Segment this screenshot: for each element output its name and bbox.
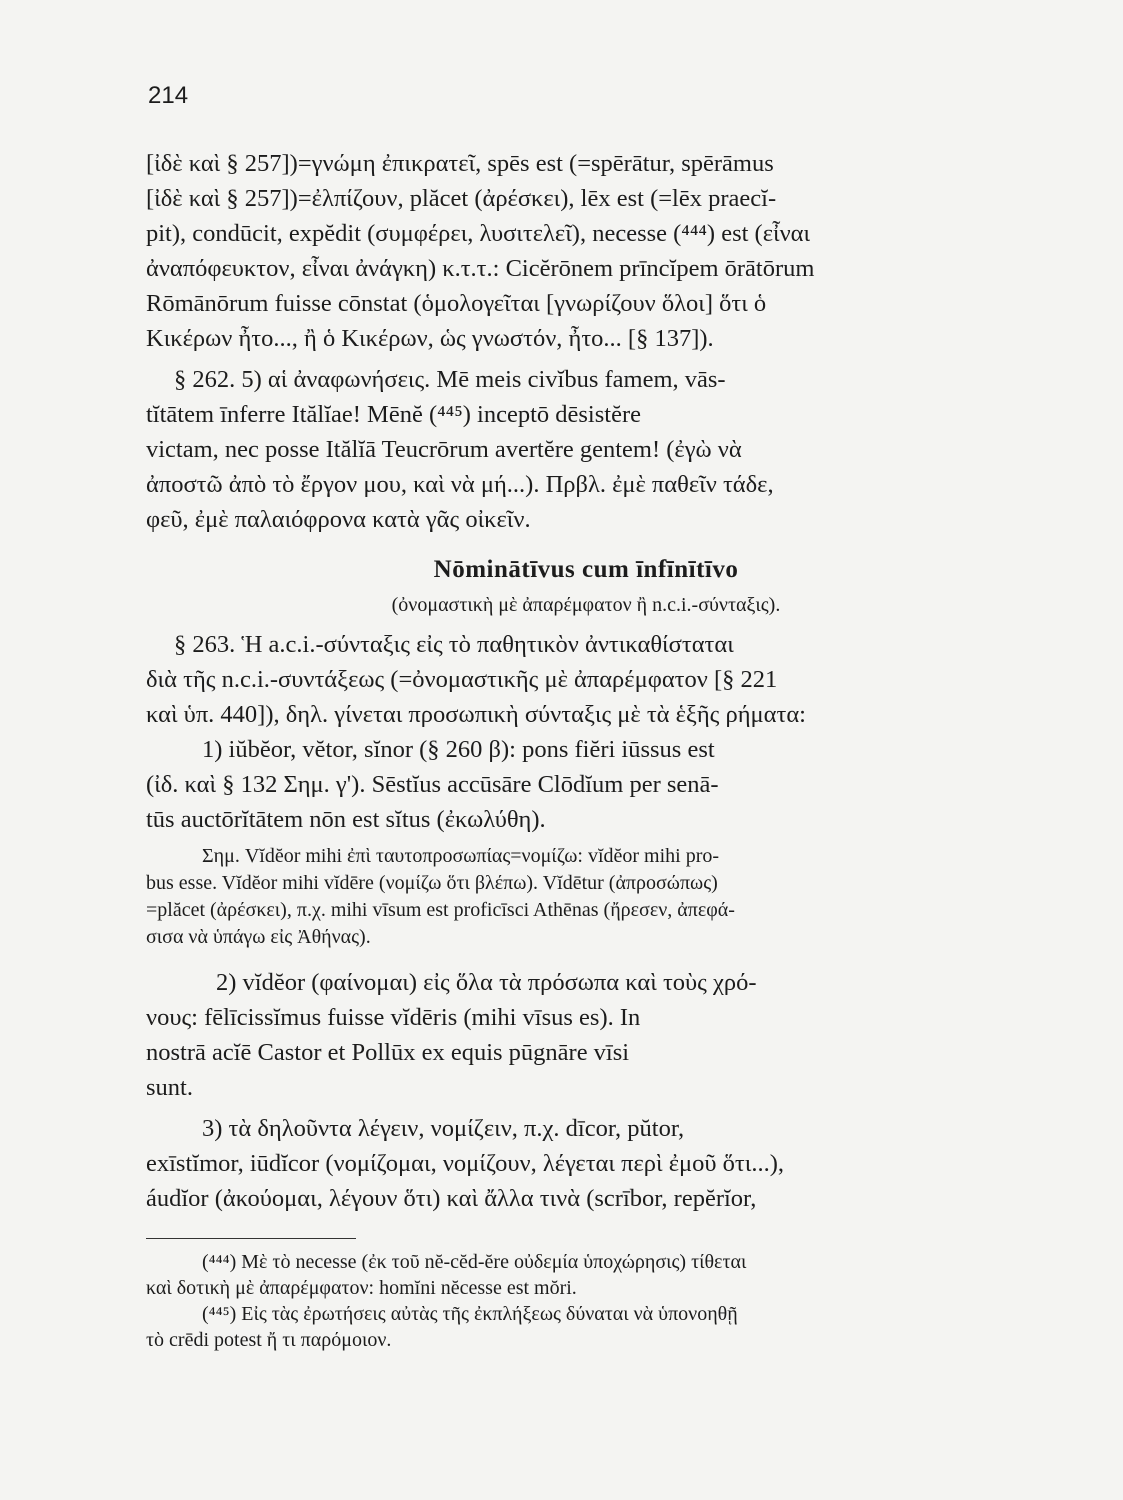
text-line: καὶ ὑπ. 440]), δηλ. γίνεται προσωπικὴ σύνταξις μὲ τὰ ἑξῆς ρήματα:	[146, 701, 806, 728]
section-subheading: (ὀνομαστικὴ μὲ ἀπαρέμφατον ἢ n.c.i.-σύνταξις).	[391, 594, 781, 616]
footnotes	[146, 1249, 1026, 1353]
text-line: nostrā acĭē Castor et Pollūx ex equis pūgnāre vīsi	[146, 1039, 630, 1066]
note-block	[146, 843, 1026, 951]
footnote-divider	[146, 1238, 356, 1239]
text-line: tĭtātem īnferre Itălĭae! Mēnĕ (⁴⁴⁵) inceptō dēsistĕre	[146, 401, 641, 428]
text-line: victam, nec posse Itălĭā Teucrōrum avertĕre gentem! (ἐγὼ νὰ	[146, 436, 742, 463]
text-line: bus esse. Vĭdĕor mihi vĭdēre (νομίζω ὅτι βλέπω). Vĭdētur (ἀπροσώπως)	[146, 872, 718, 894]
text-line: 3) τὰ δηλοῦντα λέγειν, νομίζειν, π.χ. dīcor, pŭtor,	[202, 1115, 685, 1142]
footnote-line: (⁴⁴⁴) Μὲ τὸ necesse (ἐκ τοῦ nĕ-cĕd-ĕre οὐδεμία ὑποχώρησις) τίθεται	[202, 1251, 747, 1273]
text-body	[146, 146, 1026, 1353]
section-heading: Nōminātīvus cum īnfīnītīvo	[433, 556, 739, 583]
text-line: pit), condūcit, expĕdit (συμφέρει, λυσιτελεῖ), necesse (⁴⁴⁴) est (εἶναι	[146, 220, 811, 247]
paragraph-3	[146, 1111, 1026, 1216]
text-line: Κικέρων ἦτο..., ἢ ὁ Κικέρων, ὡς γνωστόν, ἦτο... [§ 137]).	[146, 325, 714, 352]
text-line: ἀναπόφευκτον, εἶναι ἀνάγκη) κ.τ.τ.: Cicĕrōnem prīncĭpem ōrātōrum	[146, 255, 815, 282]
footnote-line: (⁴⁴⁵) Εἰς τὰς ἐρωτήσεις αὐτὰς τῆς ἐκπλήξεως δύναται νὰ ὑπονοηθῇ	[202, 1303, 738, 1325]
text-line: 2) vĭdĕor (φαίνομαι) εἰς ὅλα τὰ πρόσωπα καὶ τοὺς χρό-	[216, 969, 757, 996]
paragraph-1	[146, 146, 1026, 356]
text-line: ἀποστῶ ἀπὸ τὸ ἔργον μου, καὶ νὰ μή...). Πρβλ. ἐμὲ παθεῖν τάδε,	[146, 471, 774, 498]
text-line: [ἰδὲ καὶ § 257])=γνώμη ἐπικρατεῖ, spēs est (=spērātur, spērāmus	[146, 150, 774, 177]
text-line: (ἰδ. καὶ § 132 Σημ. γ'). Sēstĭus accūsāre Clōdĭum per senā-	[146, 771, 719, 798]
text-line: [ἰδὲ καὶ § 257])=ἐλπίζουν, plăcet (ἀρέσκει), lēx est (=lēx praecĭ-	[146, 185, 777, 212]
page-number: 214	[148, 82, 189, 109]
text-line: σισα νὰ ὑπάγω εἰς Ἀθήνας).	[146, 926, 371, 948]
text-line: =plăcet (ἀρέσκει), π.χ. mihi vīsum est proficīsci Athēnas (ἤρεσεν, ἀπεφά-	[146, 899, 735, 921]
text-line: exīstĭmor, iūdĭcor (νομίζομαι, νομίζουν, λέγεται περὶ ἐμοῦ ὅτι...),	[146, 1150, 784, 1177]
text-line: áudĭor (ἀκούομαι, λέγουν ὅτι) καὶ ἄλλα τινὰ (scrībor, repĕrĭor,	[146, 1185, 757, 1212]
footnote-line: τὸ crēdi potest ἤ τι παρόμοιον.	[146, 1329, 392, 1351]
paragraph-2	[146, 965, 1026, 1105]
paragraph-262	[146, 362, 1026, 537]
text-line: νους: fēlīcissĭmus fuisse vĭdēris (mihi vīsus es). In	[146, 1004, 641, 1031]
text-line: φεῦ, ἐμὲ παλαιόφρονα κατὰ γᾶς οἰκεῖν.	[146, 506, 531, 533]
text-line: § 262. 5) αἱ ἀναφωνήσεις. Mē meis civĭbus famem, vās-	[174, 366, 726, 393]
text-line: διὰ τῆς n.c.i.-συντάξεως (=ὀνομαστικῆς μὲ ἀπαρέμφατον [§ 221	[146, 666, 778, 693]
text-line: sunt.	[146, 1074, 193, 1101]
footnote-line: καὶ δοτικὴ μὲ ἀπαρέμφατον: homĭni nĕcesse est mŏri.	[146, 1277, 577, 1299]
text-line: tūs auctōrĭtātem nōn est sĭtus (ἐκωλύθη).	[146, 806, 546, 833]
text-line: 1) iŭbĕor, vĕtor, sĭnor (§ 260 β): pons fiĕri iūssus est	[202, 736, 715, 763]
text-line: § 263. Ἡ a.c.i.-σύνταξις εἰς τὸ παθητικὸν ἀντικαθίσταται	[174, 631, 734, 658]
paragraph-263	[146, 627, 1026, 837]
text-line: Σημ. Vĭdĕor mihi ἐπὶ ταυτοπροσωπίας=νομίζω: vĭdĕor mihi pro-	[202, 845, 720, 867]
text-line: Rōmānōrum fuisse cōnstat (ὁμολογεῖται [γνωρίζουν ὅλοι] ὅτι ὁ	[146, 290, 767, 317]
